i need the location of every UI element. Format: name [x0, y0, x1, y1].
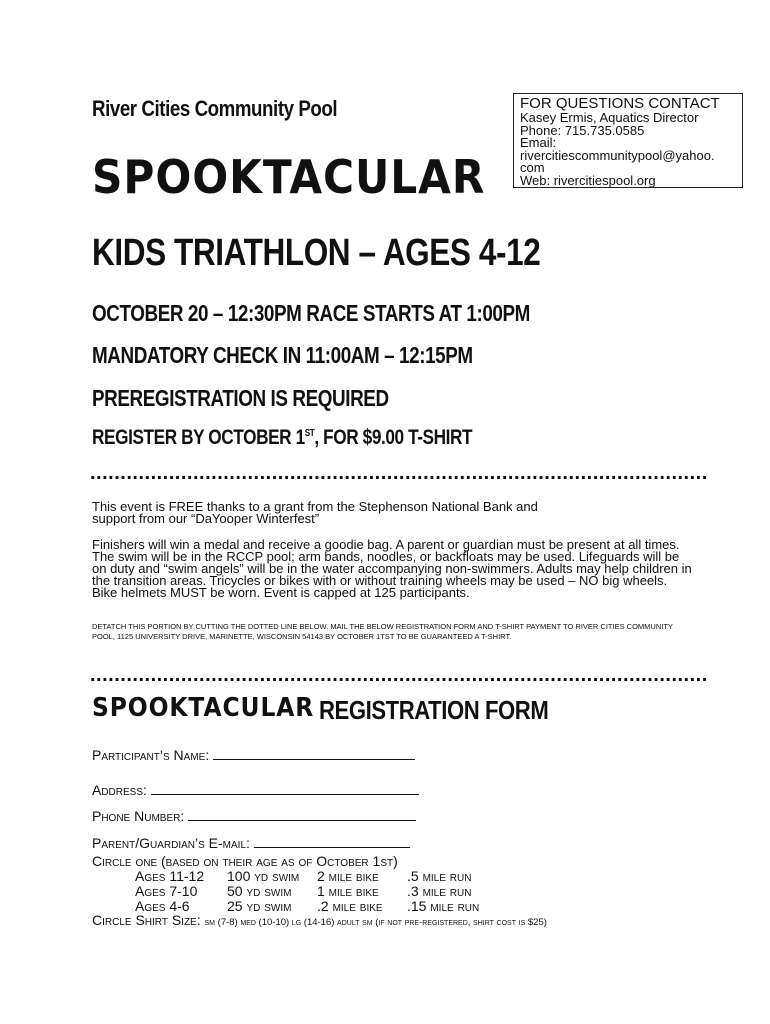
preregistration: PREREGISTRATION IS REQUIRED	[92, 385, 389, 411]
contact-email-label: Email:	[520, 135, 557, 150]
shirt-size-options[interactable]: sm (7-8) med (10-10) lg (14-16) adult sm (if not pre-registered, shirt cost is $25)	[204, 917, 547, 928]
register-by-suffix: , FOR $9.00 T-SHIRT	[314, 426, 473, 449]
email-line[interactable]	[254, 835, 410, 848]
participant-name-line[interactable]	[213, 747, 415, 760]
contact-email-value-2: com	[520, 160, 545, 175]
age-group: Ages 11-12	[135, 868, 205, 884]
shirt-size-field[interactable]	[92, 912, 547, 928]
contact-heading: FOR QUESTIONS CONTACT	[520, 95, 720, 112]
contact-phone: Phone: 715.735.0585	[520, 122, 645, 138]
register-by	[92, 426, 472, 450]
age-group: Ages 7-10	[135, 883, 198, 899]
address-line[interactable]	[151, 782, 419, 795]
run-distance: .5 mile run	[407, 868, 472, 884]
email-label: Parent/Guardian’s E-mail:	[92, 835, 250, 851]
form-event-name: SPOOKTACULAR	[92, 693, 315, 723]
phone-line[interactable]	[188, 808, 416, 821]
dotted-divider: ......................................................................................................	[90, 462, 708, 484]
run-distance: .3 mile run	[407, 883, 472, 899]
contact-box	[513, 93, 743, 188]
phone-field[interactable]	[92, 808, 416, 824]
swim-distance: 25 yd swim	[227, 898, 292, 914]
form-title: REGISTRATION FORM	[319, 695, 549, 725]
org-name: River Cities Community Pool	[92, 96, 338, 121]
contact-web: Web: rivercitiespool.org	[520, 172, 656, 188]
swim-distance: 50 yd swim	[227, 883, 292, 899]
run-distance: .15 mile run	[407, 898, 480, 914]
age-group: Ages 4-6	[135, 898, 190, 914]
free-event-text: This event is FREE thanks to a grant from the Stephenson National Bank and support from our “DaYooper Winterfest”	[92, 499, 538, 526]
age-row[interactable]	[135, 883, 471, 899]
date-time: OCTOBER 20 – 12:30PM RACE STARTS AT 1:00PM	[92, 300, 530, 326]
bike-distance: 2 mile bike	[317, 868, 379, 884]
participant-name-label: Participant’s Name:	[92, 747, 210, 763]
contact-email-value: rivercitiescommunitypool@yahoo.	[520, 147, 715, 163]
shirt-size-label: Circle Shirt Size:	[92, 912, 201, 928]
register-by-sup: ST	[304, 428, 315, 439]
register-by-prefix: REGISTER BY OCTOBER 1	[92, 426, 305, 449]
event-name: SPOOKTACULAR	[92, 150, 486, 204]
age-row[interactable]	[135, 868, 471, 884]
headline: KIDS TRIATHLON – AGES 4-12	[92, 232, 541, 274]
contact-person: Kasey Ermis, Aquatics Director	[520, 110, 699, 125]
phone-label: Phone Number:	[92, 808, 185, 824]
finishers-text: Finishers will win a medal and receive a goodie bag. A parent or guardian must be present at all times. The swim will be in the RCCP pool; arm bands, noodles, or backfloats may be used. Lifeguards will be on duty and “swim angels” will be in the water accompanying non-swimmers. Adults may help children in the transition areas. Tricycles or bikes with or without training wheels may be used – NO big wheels. Bike helmets MUST be worn. Event is capped at 125 participants.	[92, 537, 692, 600]
circle-one-label: Circle one (based on their age as of October 1st)	[92, 853, 398, 869]
bike-distance: 1 mile bike	[317, 883, 379, 899]
email-field[interactable]	[92, 835, 410, 851]
participant-name-field[interactable]	[92, 747, 415, 763]
detach-instructions: DETATCH THIS PORTION BY CUTTING THE DOTTED LINE BELOW. MAIL THE BELOW REGISTRATION FORM AND T-SHIRT PAYMENT TO RIVER CITIES COMMUNITY POOL, 1125 UNIVERSITY DRIVE, MARINETTE, WISCONSIN 54143 BY OCTOBER 1TST TO BE GUARANTEED A T-SHIRT.	[92, 622, 673, 641]
address-label: Address:	[92, 782, 147, 798]
swim-distance: 100 yd swim	[227, 868, 300, 884]
dotted-divider-cut: ......................................................................................................	[90, 664, 708, 686]
bike-distance: .2 mile bike	[317, 898, 383, 914]
address-field[interactable]	[92, 782, 419, 798]
check-in: MANDATORY CHECK IN 11:00AM – 12:15PM	[92, 342, 473, 368]
